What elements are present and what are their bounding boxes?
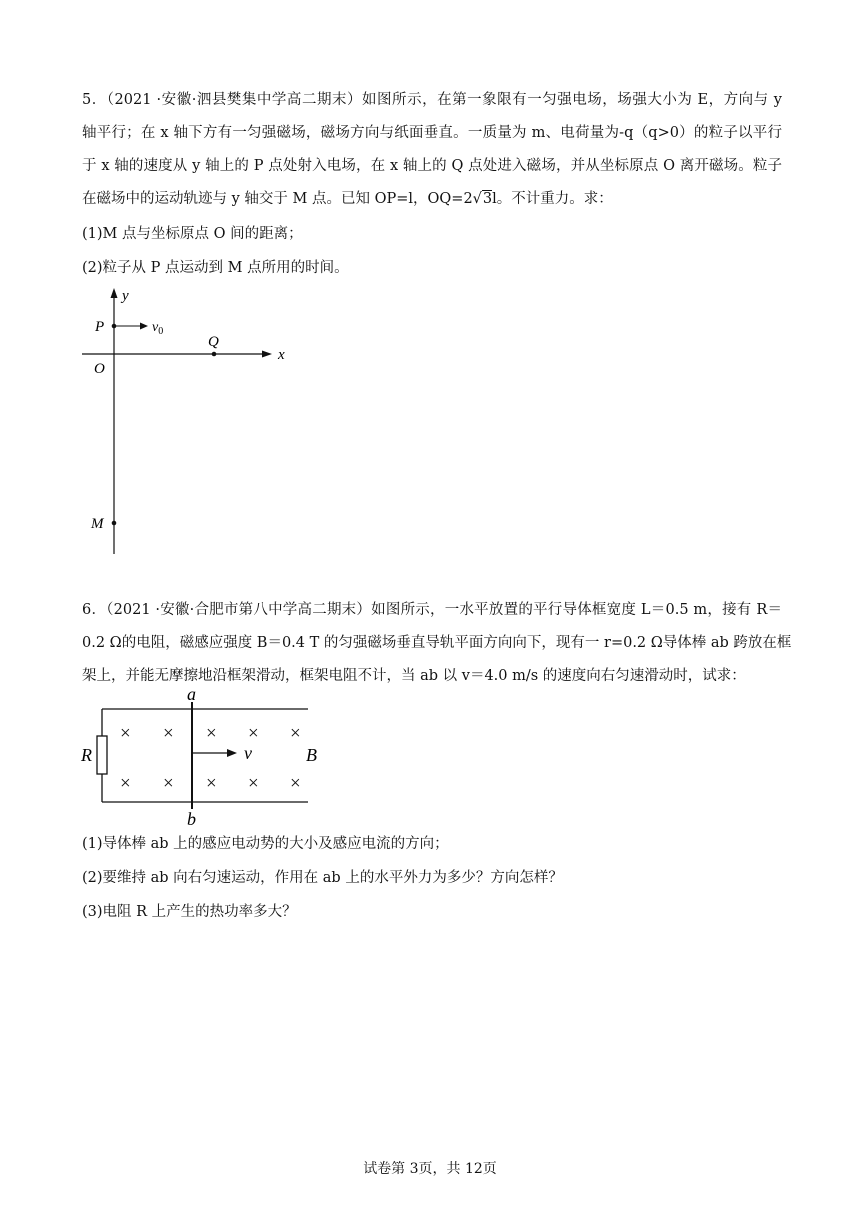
field-cross: × [163,723,174,744]
rod-end-a-label: a [187,684,196,704]
point-p-label: P [95,319,105,335]
magnetic-field-crosses [120,723,301,794]
question-6-line-1: 6．（2021 ·安徽·合肥市第八中学高二期末）如图所示，一水平放置的平行导体框宽度 L＝0.5 m，接有 R＝ [82,602,782,618]
resistor-r [97,736,107,774]
resistor-r-label: R [81,745,92,765]
question-6-text [82,594,792,693]
question-6-sub-2: (2)要维持 ab 向右匀速运动，作用在 ab 上的水平外力为多少？方向怎样？ [82,870,563,886]
field-cross: × [120,723,131,744]
question-6-figure [80,684,330,829]
field-cross: × [290,723,301,744]
field-cross: × [248,773,259,794]
origin-label: O [94,361,105,377]
question-5-sub-1: (1)M 点与坐标原点 O 间的距离； [82,226,303,242]
velocity-v-arrowhead [227,749,237,757]
field-cross: × [206,723,217,744]
velocity-v0-arrowhead [140,323,148,330]
question-5-figure [80,284,300,559]
field-cross: × [163,773,174,794]
field-cross: × [290,773,301,794]
question-6-sub-3: (3)电阻 R 上产生的热功率多大？ [82,904,297,920]
question-5-line-1: 5．（2021 ·安徽·泗县樊集中学高二期末）如图所示，在第一象限有一匀强电场，场强大小为 E，方向与 y [82,92,782,108]
velocity-v0-label: $v_0$ [152,320,164,337]
question-5-line-3: 于 x 轴的速度从 y 轴上的 P 点处射入电场，在 x 轴上的 Q 点处进入磁场，并从坐标原点 O 离开磁场。粒子 [82,158,782,174]
point-q-label: Q [208,334,219,350]
question-5-line-4 [82,183,782,216]
y-axis-label: y [122,288,129,304]
point-q [212,352,217,357]
question-6-line-3: 架上，并能无摩擦地沿框架滑动，框架电阻不计，当 ab 以 v＝4.0 m/s 的速度向右匀速滑动时，试求： [82,668,746,684]
field-cross: × [206,773,217,794]
magnetic-field-b-label: B [306,745,317,765]
question-5-text [82,84,782,216]
question-5-sub-2: (2)粒子从 P 点运动到 M 点所用的时间。 [82,260,349,276]
sqrt-radicand: 3 [482,191,493,207]
page-footer: 试卷第 3页，共 12页 [363,1161,497,1177]
question-5-line-4-end: l。不计重力。求： [492,191,613,207]
point-m-label: M [91,516,104,532]
point-m [112,521,117,526]
question-5-line-2: 轴平行；在 x 轴下方有一匀强磁场，磁场方向与纸面垂直。一质量为 m、电荷量为-q（q>0）的粒子以平行 [82,125,782,141]
rod-end-b-label: b [187,809,196,829]
x-axis-arrow [262,351,272,358]
question-6-line-2: 0.2 Ω的电阻，磁感应强度 B＝0.4 T 的匀强磁场垂直导轨平面方向向下，现有一 r=0.2 Ω导体棒 ab 跨放在框 [82,635,792,651]
x-axis-label: x [278,347,285,363]
field-cross: × [120,773,131,794]
velocity-v-label: v [244,743,252,763]
question-5-line-4-start: 在磁场中的运动轨迹与 y 轴交于 M 点。已知 OP=l，OQ=2 [82,191,473,207]
question-6-sub-1: (1)导体棒 ab 上的感应电动势的大小及感应电流的方向； [82,836,449,852]
y-axis-arrow [111,288,118,298]
field-cross: × [248,723,259,744]
sqrt-expression: √3 [472,191,493,207]
